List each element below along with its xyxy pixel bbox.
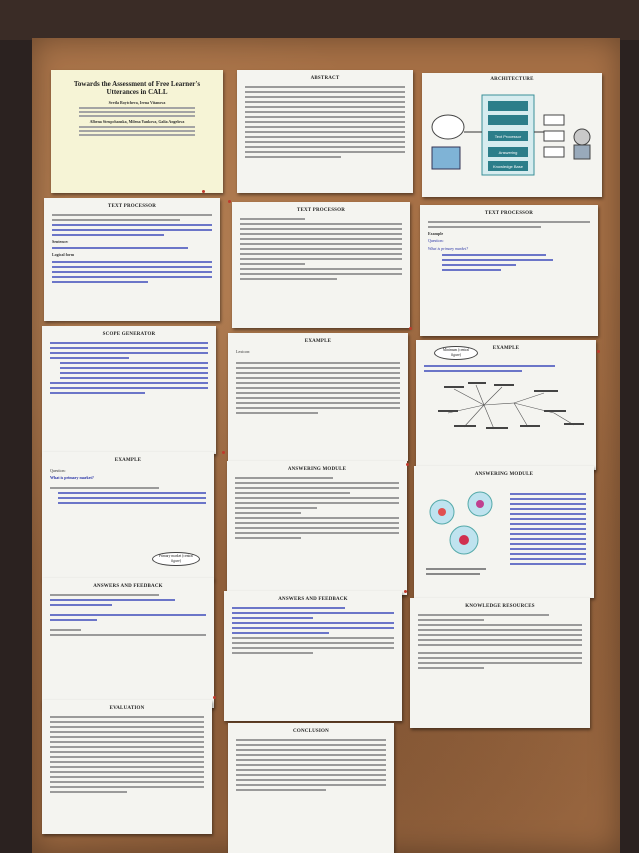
concept-tree-diagram (424, 375, 588, 445)
cork-board (32, 38, 620, 853)
arch-knowledge-base: Knowledge Base (492, 164, 524, 170)
answers-feedback-heading-2: ANSWERS AND FEEDBACK (278, 597, 348, 602)
sentence-label: Sentence: (52, 239, 69, 245)
knowledge-resources-heading: KNOWLEDGE RESOURCES (465, 604, 535, 609)
text-processor-sheet-2 (232, 202, 410, 328)
venn-diagram (420, 482, 510, 582)
answering-module-sheet-1 (227, 461, 407, 595)
poster-title: Towards the Assessment of Free Learner's Utterances in CALL (73, 80, 201, 96)
scope-generator-heading: SCOPE GENERATOR (102, 332, 156, 337)
wall (0, 0, 639, 40)
evaluation-heading: EVALUATION (109, 706, 145, 711)
abstract-heading: ABSTRACT (310, 76, 340, 81)
answers-feedback-sheet-1 (42, 578, 214, 708)
abstract-sheet (237, 70, 413, 193)
question-label-2: Question: (50, 468, 66, 474)
lexicon-label: Lexicon: (236, 349, 251, 355)
text-processor-heading-3: TEXT PROCESSOR (484, 211, 534, 216)
answering-module-sheet-2 (414, 466, 594, 598)
answering-module-heading-1: ANSWERING MODULE (287, 467, 347, 472)
example-sheet-1 (228, 333, 408, 461)
logical-form-label: Logical form (52, 252, 75, 258)
authors-1: Svetla Boytcheva, Irena Vitanova (108, 100, 166, 105)
question-text-1: What is primary market? (428, 245, 469, 251)
conclusion-heading: CONCLUSION (293, 729, 329, 734)
evaluation-sheet (42, 700, 212, 834)
primary-market-node: Primary market (central figure) (152, 552, 200, 566)
arch-answering: Answering (498, 150, 518, 156)
title-sheet (51, 70, 223, 193)
question-label-1: Question: (428, 238, 444, 244)
arch-text-processor: Text Processor (494, 134, 522, 140)
answers-feedback-heading-1: ANSWERS AND FEEDBACK (93, 584, 163, 589)
text-processor-heading-1: TEXT PROCESSOR (107, 204, 157, 209)
example-heading-1: EXAMPLE (304, 339, 332, 344)
minimum-node: Minimum (central figure) (434, 346, 478, 360)
example-sheet-2 (416, 340, 596, 470)
architecture-sheet (422, 73, 602, 197)
answering-module-heading-2: ANSWERING MODULE (474, 472, 534, 477)
architecture-heading: ARCHITECTURE (490, 77, 534, 82)
knowledge-resources-sheet (410, 598, 590, 728)
conclusion-sheet (228, 723, 394, 853)
text-processor-sheet-1 (44, 198, 220, 321)
scope-generator-sheet (42, 326, 216, 454)
example-label-1: Example (428, 231, 444, 237)
text-processor-heading-2: TEXT PROCESSOR (296, 208, 346, 213)
architecture-diagram (426, 87, 598, 187)
example-sheet-3 (42, 452, 214, 580)
text-processor-sheet-3 (420, 205, 598, 336)
authors-2: Albena Strupchanska, Milena Yankova, Galia Angelova (89, 119, 185, 124)
answers-feedback-sheet-2 (224, 591, 402, 721)
example-heading-2: EXAMPLE (492, 346, 520, 351)
example-heading-3: EXAMPLE (114, 458, 142, 463)
question-text-2: What is primary market? (50, 475, 94, 481)
